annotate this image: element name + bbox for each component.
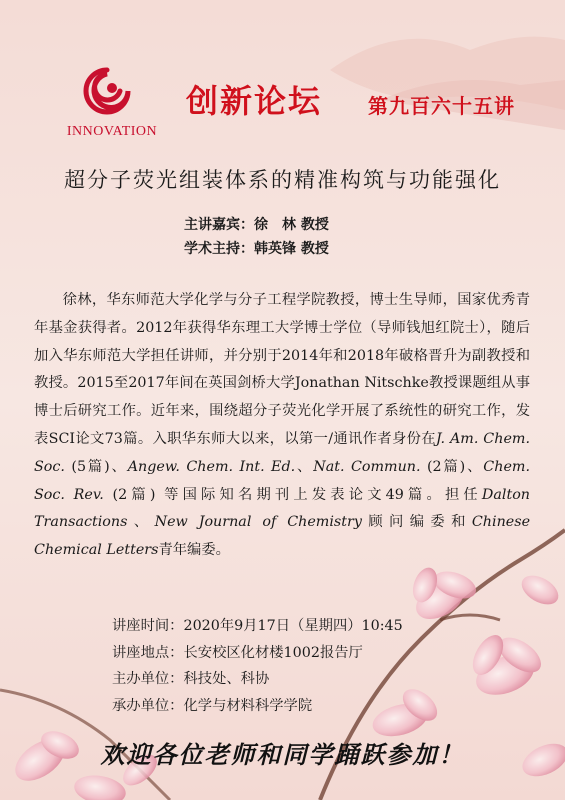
- info-label: 主办单位：: [112, 671, 184, 687]
- speaker-name: 徐 林 教授: [254, 217, 329, 233]
- info-coorganizer: [112, 693, 403, 720]
- journal-name: Angew. Chem. Int. Ed.: [127, 458, 296, 475]
- bio-text: 青年编委。: [158, 542, 230, 559]
- bio-text: (5篇)、: [64, 458, 128, 475]
- bio-text: 徐林，华东师范大学化学与分子工程学院教授，博士生导师，国家优秀青年基金获得者。2012年获得华东理工大学博士学位（导师钱旭红院士），随后加入华东师范大学担任讲师，并分别于2014年和2018年破格晋升为副教授和教授。2015至2017年间在英国剑桥大学Jonathan Nitschke教授课题组从事博士后研究工作。近年来，围绕超分子荧光化学开展了系统性的研究工作，发表SCI论文73篇。入职华东师大以来，以第一/通讯作者身份在: [34, 292, 530, 447]
- lecture-info: [112, 613, 403, 719]
- welcome-message: 欢迎各位老师和同学踊跃参加！: [100, 740, 465, 769]
- bio-text: (2篇)、: [420, 458, 484, 475]
- speaker-bio: [34, 287, 530, 565]
- host-label: 学术主持：: [184, 241, 254, 257]
- host-name: 韩英锋 教授: [254, 241, 329, 257]
- journal-name: Dalton Transactions: [34, 486, 531, 531]
- info-time: [112, 613, 403, 640]
- speaker-label: 主讲嘉宾：: [184, 217, 254, 233]
- info-label: 讲座地点：: [112, 644, 184, 661]
- info-label: 承办单位：: [112, 697, 184, 714]
- journal-name: Nat. Commun.: [313, 458, 421, 475]
- info-value: 长安校区化材楼1002报告厅: [183, 644, 363, 661]
- innovation-logo: [52, 60, 172, 150]
- info-location: [112, 640, 403, 667]
- journal-name: J. Am. Chem. Soc.: [34, 430, 531, 475]
- forum-title: 创新论坛: [186, 82, 323, 120]
- logo-text: INNOVATION: [66, 124, 158, 139]
- speaker-line: [184, 213, 329, 237]
- journal-name: Chinese Chemical Letters: [34, 514, 531, 559]
- lecture-number: 第九百六十五讲: [368, 94, 515, 118]
- bio-paragraph: [34, 287, 530, 565]
- info-value: 2020年9月17日（星期四）10:45: [183, 618, 403, 634]
- host-line: [184, 237, 329, 261]
- bio-text: (2篇) 等国际知名期刊上发表论文49篇。担任: [103, 486, 482, 503]
- bio-text: 、: [295, 458, 314, 475]
- info-value: 化学与材料科学学院: [183, 697, 313, 714]
- info-organizer: [112, 666, 403, 693]
- info-label: 讲座时间：: [112, 618, 184, 634]
- logo-swirl-icon: [82, 66, 132, 116]
- info-value: 科技处、科协: [183, 671, 270, 687]
- bio-text: 、: [127, 514, 155, 531]
- people-block: [184, 213, 329, 261]
- journal-name: New Journal of Chemistry: [154, 514, 362, 531]
- bio-text: 顾问编委和: [361, 514, 472, 531]
- talk-title: 超分子荧光组装体系的精准构筑与功能强化: [64, 168, 501, 192]
- journal-name: Chem. Soc. Rev.: [34, 458, 531, 503]
